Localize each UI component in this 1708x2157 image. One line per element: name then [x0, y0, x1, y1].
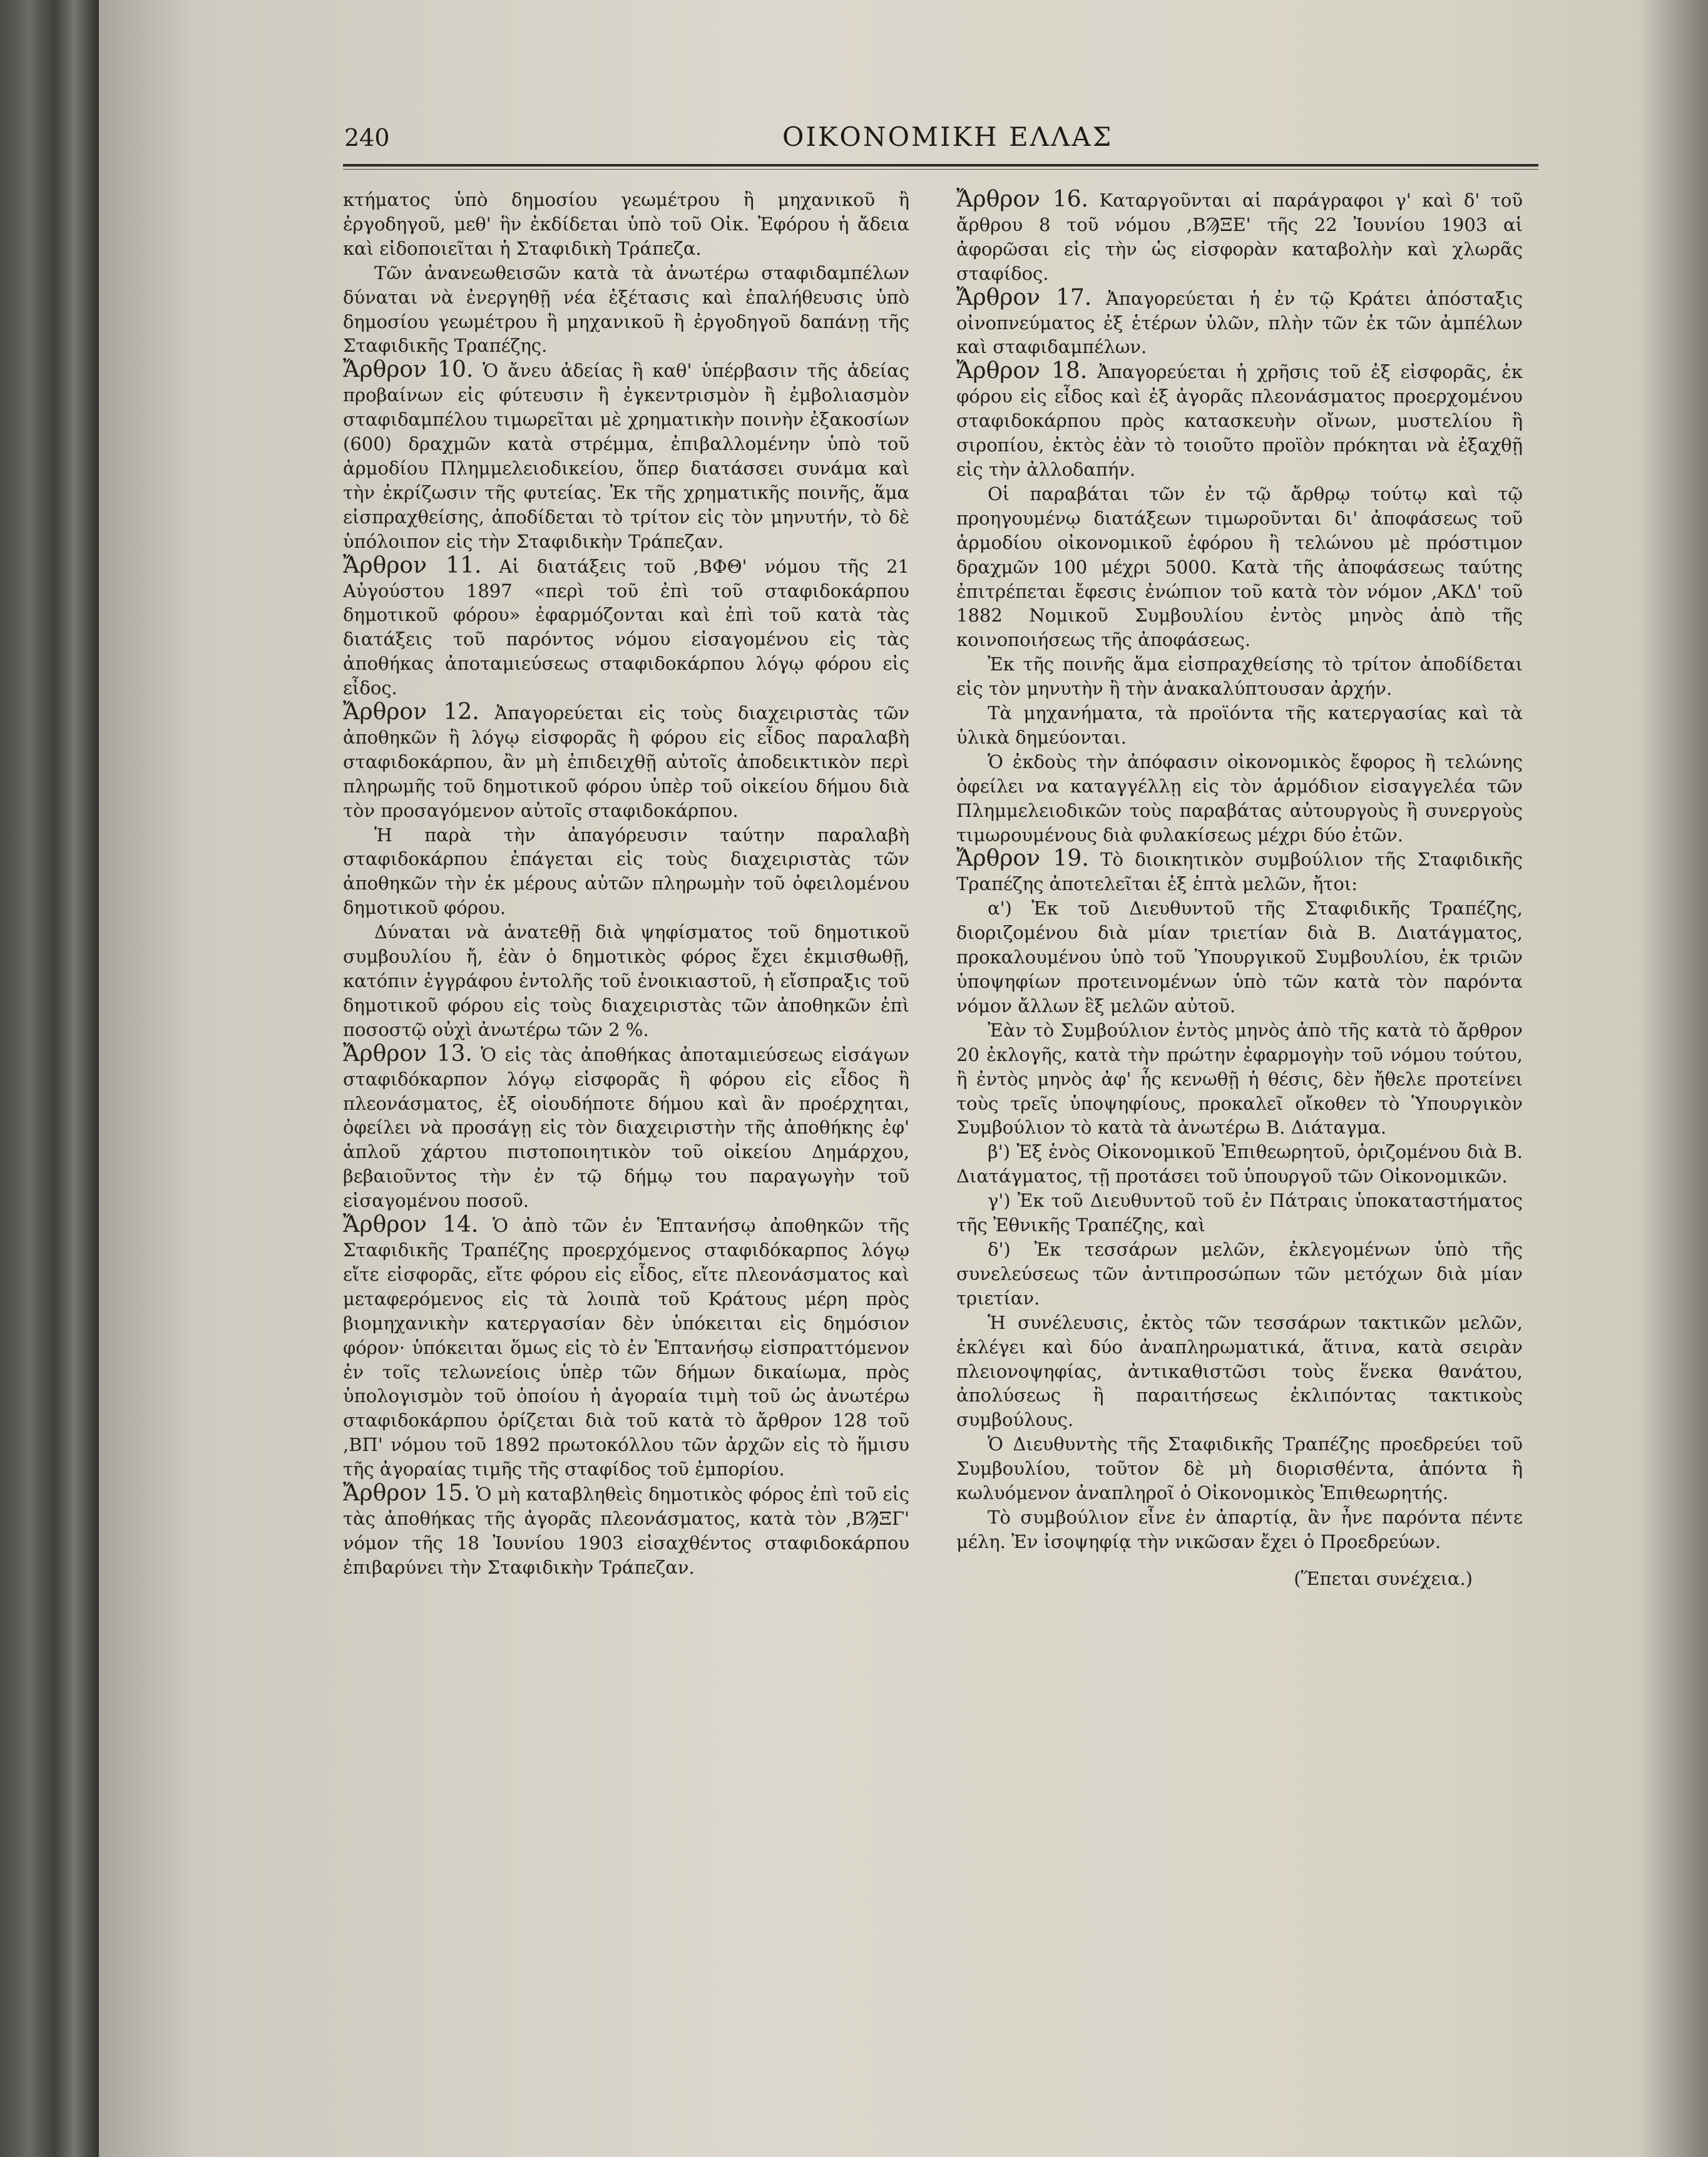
continued-note: (Ἕπεται συνέχεια.): [1294, 1567, 1473, 1589]
header-rule: [343, 164, 1538, 167]
article-paragraph: [343, 1042, 909, 1213]
page-number: 240: [344, 124, 390, 151]
body-paragraph: Τὸ συμβούλιον εἶνε ἐν ἀπαρτίᾳ, ἂν ἦνε παρόντα πέντε μέλη. Ἐν ἰσοψηφίᾳ τὴν νικῶσαν ἔχει ὁ Προεδρεύων.: [956, 1506, 1523, 1552]
body-paragraph: Ἡ συνέλευσις, ἐκτὸς τῶν τεσσάρων τακτικῶν μελῶν, ἐκλέγει καὶ δύο ἀναπληρωματικά, ἅτινα, κατὰ σειρὰν πλειονοψηφίας, ἀντικαθιστῶσι τοὺς ἕνεκα θανάτου, ἀπολύσεως ἢ παραιτήσεως ἐκλιπόντας τακτικοὺς συμβούλους.: [956, 1311, 1523, 1431]
body-paragraph: Ἐκ τῆς ποινῆς ἅμα εἰσπραχθείσης τὸ τρίτον ἀποδίδεται εἰς τὸν μηνυτὴν ἢ τὴν ἀνακαλύπτουσαν ἀρχήν.: [956, 653, 1523, 700]
article-paragraph: [343, 1213, 909, 1482]
article-paragraph: [343, 554, 909, 700]
body-paragraph: β') Ἐξ ἑνὸς Οἰκονομικοῦ Ἐπιθεωρητοῦ, ὁριζομένου διὰ Β. Διατάγματος, τῇ προτάσει τοῦ ὑπουργοῦ τῶν Οἰκονομικῶν.: [956, 1141, 1523, 1187]
page-edge-shadow: [1639, 0, 1708, 2157]
article-heading: Ἄρθρον 18.: [956, 358, 1088, 384]
header-rule-thin: [343, 169, 1538, 170]
article-heading: Ἄρθρον 13.: [343, 1040, 473, 1067]
body-paragraph: κτήματος ὑπὸ δημοσίου γεωμέτρου ἢ μηχανικοῦ ἢ ἐργοδηγοῦ, μεθ' ἣν ἐκδίδεται ὑπὸ τοῦ Οἰκ. Ἐφόρου ἡ ἄδεια καὶ εἰδοποιεῖται ἡ Σταφιδικὴ Τράπεζα.: [343, 189, 909, 259]
article-paragraph: [956, 286, 1523, 360]
body-paragraph: Δύναται νὰ ἀνατεθῇ διὰ ψηφίσματος τοῦ δημοτικοῦ συμβουλίου ἤ, ἐὰν ὁ δημοτικὸς φόρος ἔχει ἐκμισθωθῇ, κατόπιν ἐγγράφου ἐντολῆς τοῦ ἐνοικιαστοῦ, ἡ εἴσπραξις τοῦ δημοτικοῦ φόρου εἰς τοὺς διαχειριστὰς τῶν ἀποθηκῶν ἐπὶ ποσοστῷ οὐχὶ ἀνωτέρω τῶν 2 %.: [343, 921, 909, 1040]
article-heading: Ἄρθρον 12.: [343, 699, 479, 725]
article-text: Ἀπαγορεύεται ἡ χρῆσις τοῦ ἐξ εἰσφορᾶς, ἐκ φόρου εἰς εἶδος καὶ ἐξ ἀγορᾶς πλεονάσματος προερχομένου σταφιδοκάρπου πρὸς κατασκευὴν οἴνων, μυστελίου ἢ σιροπίου, ἐκτὸς ἐὰν τὸ τοιοῦτο προϊὸν πρόκηται νὰ ἐξαχθῇ εἰς τὴν ἀλλοδαπήν.: [956, 361, 1523, 480]
article-paragraph: [956, 188, 1523, 286]
article-paragraph: [343, 700, 909, 823]
body-paragraph: Τὰ μηχανήματα, τὰ προϊόντα τῆς κατεργασίας καὶ τὰ ὑλικὰ δημεύονται.: [956, 702, 1523, 748]
body-paragraph: Οἱ παραβάται τῶν ἐν τῷ ἄρθρῳ τούτῳ καὶ τῷ προηγουμένῳ διατάξεων τιμωροῦνται δι' ἀποφάσεως τοῦ ἁρμοδίου οἰκονομικοῦ ἐφόρου ἢ τελώνου μὲ πρόστιμον δραχμῶν 100 μέχρι 5000. Κατὰ τῆς ἀποφάσεως ταύτης ἐπιτρέπεται ἔφεσις ἐνώπιον τοῦ κατὰ τὸν νόμον ,ΑΚΔ' τοῦ 1882 Νομικοῦ Συμβουλίου ἐντὸς μηνὸς ἀπὸ τῆς κοινοποιήσεως τῆς ἀποφάσεως.: [956, 483, 1523, 651]
article-text: Ὁ μὴ καταβληθεὶς δημοτικὸς φόρος ἐπὶ τοῦ εἰς τὰς ἀποθήκας τῆς ἀγορᾶς πλεονάσματος, κατὰ τὸν ,ΒϠΞΓ' νόμον τῆς 18 Ἰουνίου 1903 εἰσαχθέντος σταφιδοκάρπου ἐπιβαρύνει τὴν Σταφιδικὴν Τράπεζαν.: [343, 1483, 909, 1578]
right-column: [956, 188, 1523, 1591]
body-paragraph: Ἡ παρὰ τὴν ἀπαγόρευσιν ταύτην παραλαβὴ σταφιδοκάρπου ἐπάγεται εἰς τοὺς διαχειριστὰς τῶν ἀποθηκῶν τὴν ἐκ μέρους αὐτῶν πληρωμὴν τοῦ ὀφειλομένου δημοτικοῦ φόρου.: [343, 824, 909, 919]
body-paragraph: α') Ἐκ τοῦ Διευθυντοῦ τῆς Σταφιδικῆς Τραπέζης, διοριζομένου διὰ μίαν τριετίαν διὰ Β. Διατάγματος, προκαλουμένου ὑπὸ τοῦ Ὑπουργικοῦ Συμβουλίου, ἐκ τριῶν ὑποψηφίων προτεινομένων ὑπὸ τῶν κατὰ τὸν παρόντα νόμον ἄλλων ἓξ μελῶν αὐτοῦ.: [956, 898, 1523, 1017]
article-text: Ὁ ἄνευ ἀδείας ἢ καθ' ὑπέρβασιν τῆς ἀδείας προβαίνων εἰς φύτευσιν ἢ ἐγκεντρισμὸν ἢ ἐμβολιασμὸν σταφιδαμπέλου τιμωρεῖται μὲ χρηματικὴν ποινὴν ἑξακοσίων (600) δραχμῶν κατὰ στρέμμα, ἐπιβαλλομένην ὑπὸ τοῦ ἁρμοδίου Πλημμελειοδικείου, ὅπερ διατάσσει συνάμα καὶ τὴν ἐκρίζωσιν τῆς φυτείας. Ἐκ τῆς χρηματικῆς ποινῆς, ἅμα εἰσπραχθείσης, ἀποδίδεται τὸ τρίτον εἰς τὸν μηνυτήν, τὸ δὲ ὑπόλοιπον εἰς τὴν Σταφιδικὴν Τράπεζαν.: [343, 360, 910, 552]
article-heading: Ἄρθρον 10.: [343, 357, 474, 383]
running-title: ΟΙΚΟΝΟΜΙΚΗ ΕΛΛΑΣ: [782, 121, 1113, 152]
article-text: Ἀπαγορεύεται εἰς τοὺς διαχειριστὰς τῶν ἀποθηκῶν ἢ λόγῳ εἰσφορᾶς ἢ φόρου εἰς εἶδος παραλαβὴ σταφιδοκάρπου, ἂν μὴ ἐπιδειχθῇ αὐτοῖς ἀποδεικτικὸν περὶ πληρωμῆς τοῦ δημοτικοῦ φόρου ὑπὲρ τοῦ οἰκείου δήμου διὰ τὸν προσαγόμενον αὐτοῖς σταφιδοκάρπου.: [343, 702, 909, 821]
article-heading: Ἄρθρον 14.: [343, 1212, 479, 1238]
page-header: [344, 119, 1533, 163]
article-paragraph: [343, 1482, 909, 1580]
article-text: Ὁ ἀπὸ τῶν ἐν Ἑπτανήσῳ ἀποθηκῶν τῆς Σταφιδικῆς Τραπέζης προερχόμενος σταφιδόκαρπος λόγῳ εἴτε εἰσφορᾶς, εἴτε φόρου εἰς εἶδος, εἴτε πλεονάσματος καὶ μεταφερόμενος εἰς τὰ λοιπὰ τοῦ Κράτους μέρη πρὸς βιομηχανικὴν κατεργασίαν δὲν ὑπόκειται εἰς δημόσιον φόρον· ὑπόκειται ὅμως εἰς τὸ ἐν Ἑπτανήσῳ εἰσπραττόμενον ἐν τοῖς τελωνείοις ὑπὲρ τῶν δήμων δικαίωμα, πρὸς ὑπολογισμὸν τοῦ ὁποίου ἡ ἀγοραία τιμὴ τοῦ ὡς ἀνωτέρω σταφιδοκάρπου ὁρίζεται διὰ τοῦ κατὰ τὸ ἄρθρον 128 τοῦ ,ΒΠ' νόμου τοῦ 1892 πρωτοκόλλου τῶν ἀρχῶν εἰς τὸ ἥμισυ τῆς ἀγοραίας τιμῆς τῆς σταφίδος τοῦ ἐμπορίου.: [343, 1215, 909, 1480]
body-paragraph: Τῶν ἀνανεωθεισῶν κατὰ τὰ ἀνωτέρω σταφιδαμπέλων δύναται νὰ ἐνεργηθῇ νέα ἐξέτασις καὶ ἐπαλήθευσις ὑπὸ δημοσίου γεωμέτρου ἢ μηχανικοῦ ἢ ἐργοδηγοῦ δαπάνῃ τῆς Σταφιδικῆς Τραπέζης.: [343, 262, 909, 357]
article-heading: Ἄρθρον 11.: [343, 552, 482, 578]
article-text: Ἀπαγορεύεται ἡ ἐν τῷ Κράτει ἀπόσταξις οἰνοπνεύματος ἐξ ἑτέρων ὑλῶν, πλὴν τῶν ἐκ τῶν ἀμπέλων καὶ σταφιδαμπέλων.: [956, 287, 1523, 358]
article-text: Αἱ διατάξεις τοῦ ,ΒΦΘ' νόμου τῆς 21 Αὐγούστου 1897 «περὶ τοῦ ἐπὶ τοῦ σταφιδοκάρπου δημοτικοῦ φόρου» ἐφαρμόζονται καὶ ἐπὶ τοῦ κατὰ τὰς διατάξεις τοῦ παρόντος νόμου εἰσαγομένου εἰς τὰς ἀποθήκας ἀποταμιεύσεως σταφιδοκάρπου λόγῳ φόρου εἰς εἶδος.: [343, 555, 909, 699]
body-paragraph: δ') Ἐκ τεσσάρων μελῶν, ἐκλεγομένων ὑπὸ τῆς συνελεύσεως τῶν ἀντιπροσώπων τῶν μετόχων διὰ μίαν τριετίαν.: [956, 1238, 1523, 1309]
article-text: Τὸ διοικητικὸν συμβούλιον τῆς Σταφιδικῆς Τραπέζης ἀποτελεῖται ἐξ ἑπτὰ μελῶν, ἤτοι:: [956, 849, 1523, 895]
left-column: [343, 188, 909, 1580]
book-spine: [0, 0, 99, 2157]
body-paragraph: γ') Ἐκ τοῦ Διευθυντοῦ τοῦ ἐν Πάτραις ὑποκαταστήματος τῆς Ἐθνικῆς Τραπέζης, καὶ: [956, 1190, 1523, 1236]
body-paragraph: Ὁ ἐκδοὺς τὴν ἀπόφασιν οἰκονομικὸς ἔφορος ἢ τελώνης ὀφείλει να καταγγέλλῃ εἰς τὸν ἁρμόδιον εἰσαγγελέα τῶν Πλημμελειοδικῶν τοὺς παραβάτας αὐτουργοὺς ἢ συνεργοὺς τιμωρουμένους διὰ φυλακίσεως μέχρι δύο ἐτῶν.: [956, 751, 1523, 846]
article-heading: Ἄρθρον 17.: [956, 284, 1092, 310]
article-text: Ὁ εἰς τὰς ἀποθήκας ἀποταμιεύσεως εἰσάγων σταφιδόκαρπον λόγῳ εἰσφορᾶς ἢ φόρου εἰς εἶδος ἢ πλεονάσματος, ἐξ οἱουδήποτε δήμου καὶ ἂν προέρχηται, ὀφείλει νὰ προσάγῃ εἰς τὸν διαχειριστὴν τῆς ἀποθήκης ἐφ' ἁπλοῦ χάρτου πιστοποιητικὸν τοῦ οἰκείου Δημάρχου, βεβαιοῦντος τὴν ἐν τῷ δήμῳ του παραγωγὴν τοῦ εἰσαγομένου ποσοῦ.: [343, 1043, 909, 1212]
article-heading: Ἄρθρον 16.: [956, 187, 1088, 212]
article-paragraph: [956, 847, 1523, 896]
article-heading: Ἄρθρον 19.: [956, 846, 1089, 872]
article-text: Καταργοῦνται αἱ παράγραφοι γ' καὶ δ' τοῦ ἄρθρου 8 τοῦ νόμου ,ΒϠΞΕ' τῆς 22 Ἰουνίου 1903 αἱ ἀφορῶσαι εἰς τὴν ὡς εἰσφορὰν καταβολὴν καὶ χλωρᾶς σταφίδος.: [956, 190, 1523, 284]
body-paragraph: Ὁ Διευθυντὴς τῆς Σταφιδικῆς Τραπέζης προεδρεύει τοῦ Συμβουλίου, τοῦτον δὲ μὴ διορισθέντα, ἀπόντα ἢ κωλυόμενον ἀναπληροῖ ὁ Οἰκονομικὸς Ἐπιθεωρητής.: [956, 1433, 1523, 1504]
article-paragraph: [343, 358, 909, 553]
article-paragraph: [956, 359, 1523, 482]
article-heading: Ἄρθρον 15.: [343, 1480, 470, 1507]
body-paragraph: Ἐὰν τὸ Συμβούλιον ἐντὸς μηνὸς ἀπὸ τῆς κατὰ τὸ ἄρθρον 20 ἐκλογῆς, κατὰ τὴν πρώτην ἐφαρμογὴν τοῦ νόμου τούτου, ἢ ἐντὸς μηνὸς ἀφ' ἧς κενωθῇ ἡ θέσις, δὲν ἤθελε προτείνει τοὺς τρεῖς ὑποψηφίους, προκαλεῖ οἴκοθεν τὸ Ὑπουργικὸν Συμβούλιον τὸ κατὰ τὰ ἀνωτέρω Β. Διάταγμα.: [956, 1019, 1523, 1139]
